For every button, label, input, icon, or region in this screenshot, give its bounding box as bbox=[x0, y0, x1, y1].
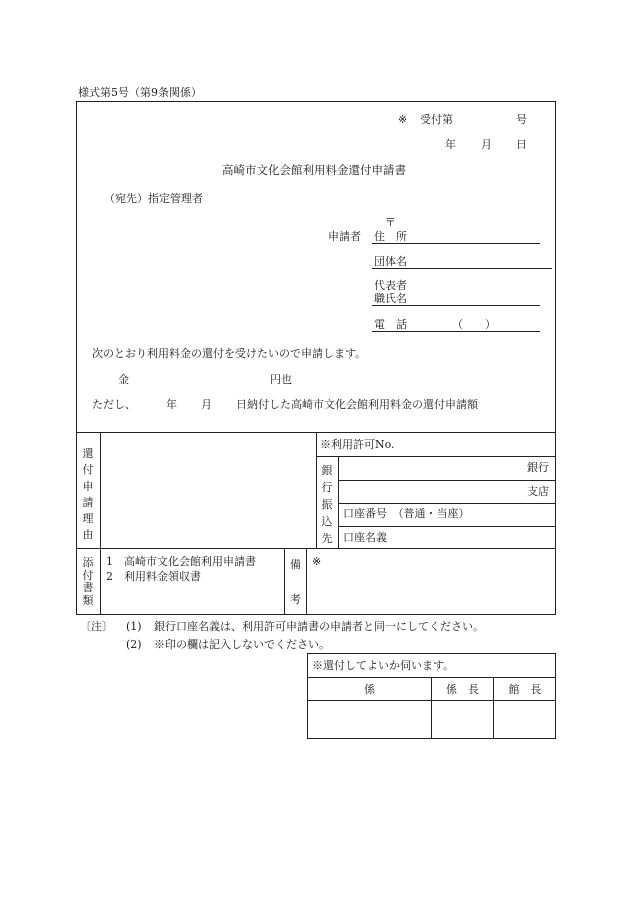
remarks-mark: ※ bbox=[312, 555, 322, 568]
permit-bottom-line bbox=[316, 456, 556, 457]
attachments-top-line bbox=[76, 548, 556, 549]
proviso-rest: 日納付した高崎市文化会館利用料金の還付申請額 bbox=[236, 398, 478, 411]
bank-row-line-1 bbox=[338, 480, 556, 481]
note-2-number: (2) bbox=[126, 638, 142, 651]
group-name-label: 団体名 bbox=[374, 255, 407, 268]
bank-suffix: 銀行 bbox=[527, 461, 549, 474]
address-underline bbox=[372, 243, 540, 244]
branch-suffix: 支店 bbox=[527, 485, 549, 498]
postal-mark: 〒 bbox=[385, 216, 396, 229]
receipt-label: 受付第 bbox=[420, 113, 453, 126]
amount-prefix: 金 bbox=[118, 373, 129, 386]
remarks-label-top: 備 bbox=[290, 558, 301, 571]
proviso-start: ただし、 bbox=[92, 398, 136, 411]
remarks-left-divider bbox=[284, 548, 285, 615]
applicant-label: 申請者 bbox=[328, 230, 361, 243]
remarks-label-bottom: 考 bbox=[290, 593, 301, 606]
approval-header: ※還付してよいか伺います。 bbox=[312, 659, 455, 672]
note-2-text: ※印の欄は記入しないでください。 bbox=[154, 638, 330, 651]
approval-col-staff: 係 bbox=[364, 683, 375, 696]
permit-number-label: ※利用許可No. bbox=[320, 438, 395, 451]
account-number-label: 口座番号 （普通・当座） bbox=[343, 507, 470, 520]
request-text: 次のとおり利用料金の還付を受けたいので申請します。 bbox=[92, 347, 367, 360]
addressee: （宛先）指定管理者 bbox=[104, 192, 203, 205]
proviso-year: 年 bbox=[166, 398, 177, 411]
page-title: 高崎市文化会館利用料金還付申請書 bbox=[222, 163, 406, 177]
attachments-label-divider bbox=[100, 548, 101, 615]
receipt-number-suffix: 号 bbox=[516, 113, 527, 126]
date-year: 年 bbox=[445, 138, 456, 151]
bank-label-divider bbox=[338, 456, 339, 548]
representative-label: 代表者 bbox=[374, 279, 407, 292]
phone-parens: （ ） bbox=[452, 318, 496, 331]
date-month: 月 bbox=[481, 138, 492, 151]
note-1-text: 銀行口座名義は、利用許可申請書の申請者と同一にしてください。 bbox=[154, 620, 484, 633]
approval-col-director: 館 長 bbox=[508, 683, 542, 696]
form-number: 様式第5号（第9条関係） bbox=[78, 86, 202, 99]
representative-underline bbox=[372, 305, 540, 306]
stamp-box-staff[interactable] bbox=[308, 701, 431, 738]
representative-title-label: 職氏名 bbox=[374, 292, 407, 305]
date-day: 日 bbox=[516, 138, 527, 151]
stamp-box-chief[interactable] bbox=[432, 701, 493, 738]
stamp-box-director[interactable] bbox=[494, 701, 555, 738]
reason-right-divider bbox=[316, 432, 317, 548]
account-name-label: 口座名義 bbox=[343, 531, 387, 544]
receipt-mark: ※ bbox=[398, 113, 408, 126]
reason-label-divider bbox=[100, 432, 101, 548]
notes-heading: 〔注〕 bbox=[80, 620, 113, 633]
phone-label: 電 話 bbox=[374, 318, 407, 331]
proviso-month: 月 bbox=[201, 398, 212, 411]
phone-underline bbox=[372, 331, 540, 332]
reason-label: 還付申請理由 bbox=[82, 447, 94, 542]
note-1-number: (1) bbox=[126, 620, 142, 633]
attachments-label: 添付書類 bbox=[82, 556, 94, 607]
group-name-underline bbox=[372, 268, 552, 269]
bank-row-line-3 bbox=[338, 526, 556, 527]
attachment-item-1: 1 高崎市文化会館利用申請書 bbox=[106, 555, 256, 568]
approval-col-chief: 係 長 bbox=[446, 683, 479, 696]
bank-transfer-label: 銀行振込先 bbox=[321, 464, 333, 545]
reason-field[interactable] bbox=[102, 434, 314, 546]
remarks-right-divider bbox=[306, 548, 307, 615]
bank-row-line-2 bbox=[338, 503, 556, 504]
attachment-item-2: 2 利用料金領収書 bbox=[106, 570, 201, 583]
address-label: 住 所 bbox=[374, 230, 407, 243]
amount-suffix: 円也 bbox=[270, 373, 292, 386]
